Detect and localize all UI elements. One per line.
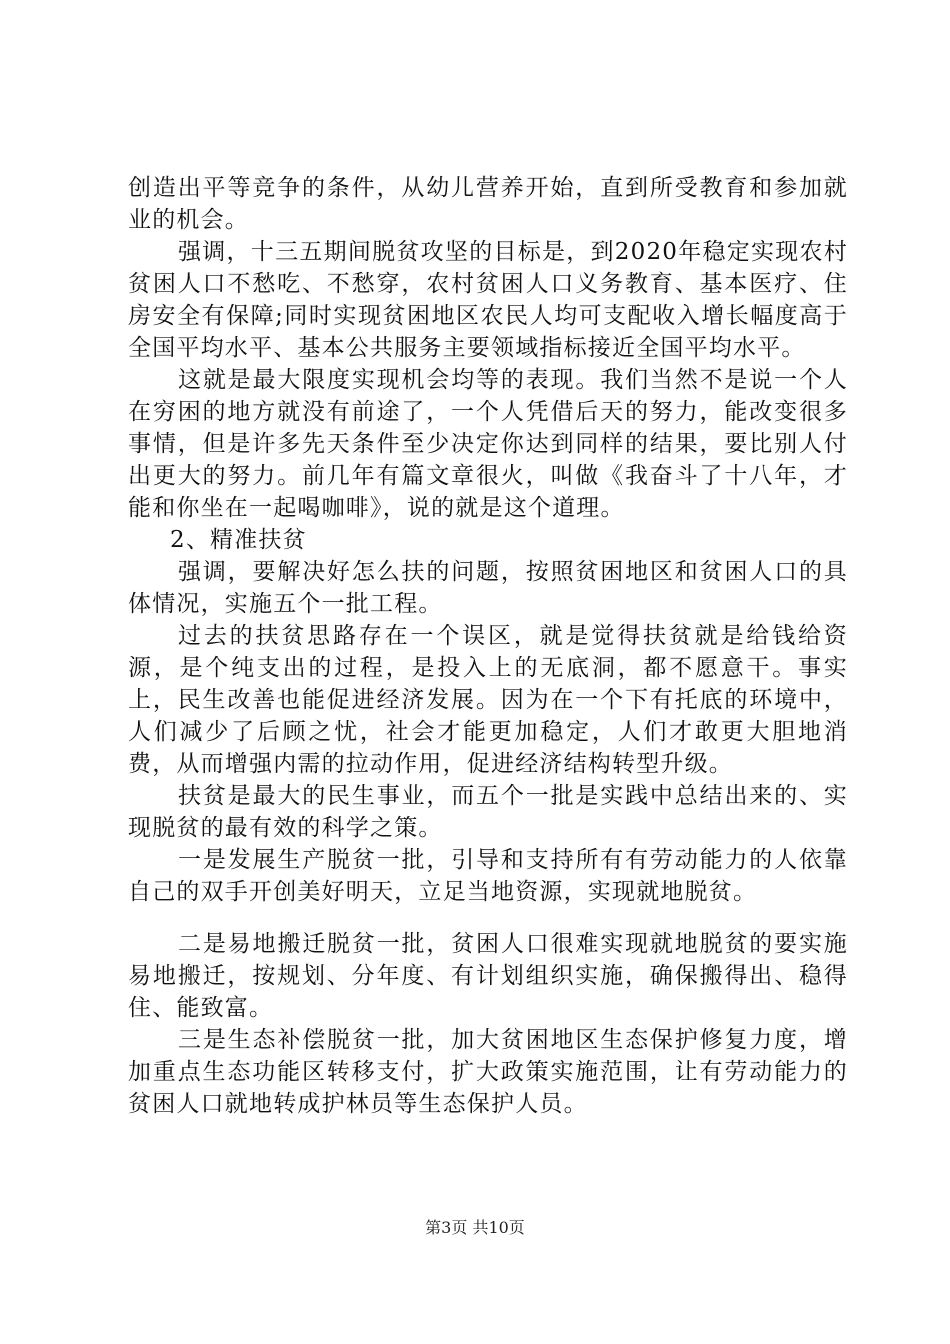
paragraph-goals: 强调，十三五期间脱贫攻坚的目标是，到2020年稳定实现农村贫困人口不愁吃、不愁穿，农村贫困人口义务教育、基本医疗、住房安全有保障;同时实现贫困地区农民人均可支配收入增长幅度高于全国平均水平、基本公共服务主要领域指标接近全国平均水平。 <box>128 239 848 361</box>
document-body <box>128 172 848 1120</box>
paragraph-how-to-help: 强调，要解决好怎么扶的问题，按照贫困地区和贫困人口的具体情况，实施五个一批工程。 <box>128 559 848 617</box>
section-heading: 2、精准扶贫 <box>170 527 307 553</box>
paragraph-equal-opportunity: 这就是最大限度实现机会均等的表现。我们当然不是说一个人在穷困的地方就没有前途了，一个人凭借后天的努力，能改变很多事情，但是许多先天条件至少决定你达到同样的结果，要比别人付出更大的努力。前几年有篇文章很火，叫做《我奋斗了十八年，才能和你坐在一起喝咖啡》，说的就是这个道理。 <box>128 367 848 521</box>
paragraph-five-batches: 扶贫是最大的民生事业，而五个一批是实践中总结出来的、实现脱贫的最有效的科学之策。 <box>128 783 848 841</box>
page-indicator: 第3页 共10页 <box>425 1218 525 1237</box>
paragraph-continuation: 创造出平等竞争的条件，从幼儿营养开始，直到所受教育和参加就业的机会。 <box>128 175 848 233</box>
paragraph-misconception: 过去的扶贫思路存在一个误区，就是觉得扶贫就是给钱给资源，是个纯支出的过程，是投入上的无底洞，都不愿意干。事实上，民生改善也能促进经济发展。因为在一个下有托底的环境中，人们减少了后顾之忧，社会才能更加稳定，人们才敢更大胆地消费，从而增强内需的拉动作用，促进经济结构转型升级。 <box>128 623 848 777</box>
paragraph-relocation: 二是易地搬迁脱贫一批，贫困人口很难实现就地脱贫的要实施易地搬迁，按规划、分年度、有计划组织实施，确保搬得出、稳得住、能致富。 <box>128 931 848 1021</box>
paragraph-production: 一是发展生产脱贫一批，引导和支持所有有劳动能力的人依靠自己的双手开创美好明天，立足当地资源，实现就地脱贫。 <box>128 847 848 905</box>
paragraph-ecology: 三是生态补偿脱贫一批，加大贫困地区生态保护修复力度，增加重点生态功能区转移支付，扩大政策实施范围，让有劳动能力的贫困人口就地转成护林员等生态保护人员。 <box>128 1027 848 1117</box>
